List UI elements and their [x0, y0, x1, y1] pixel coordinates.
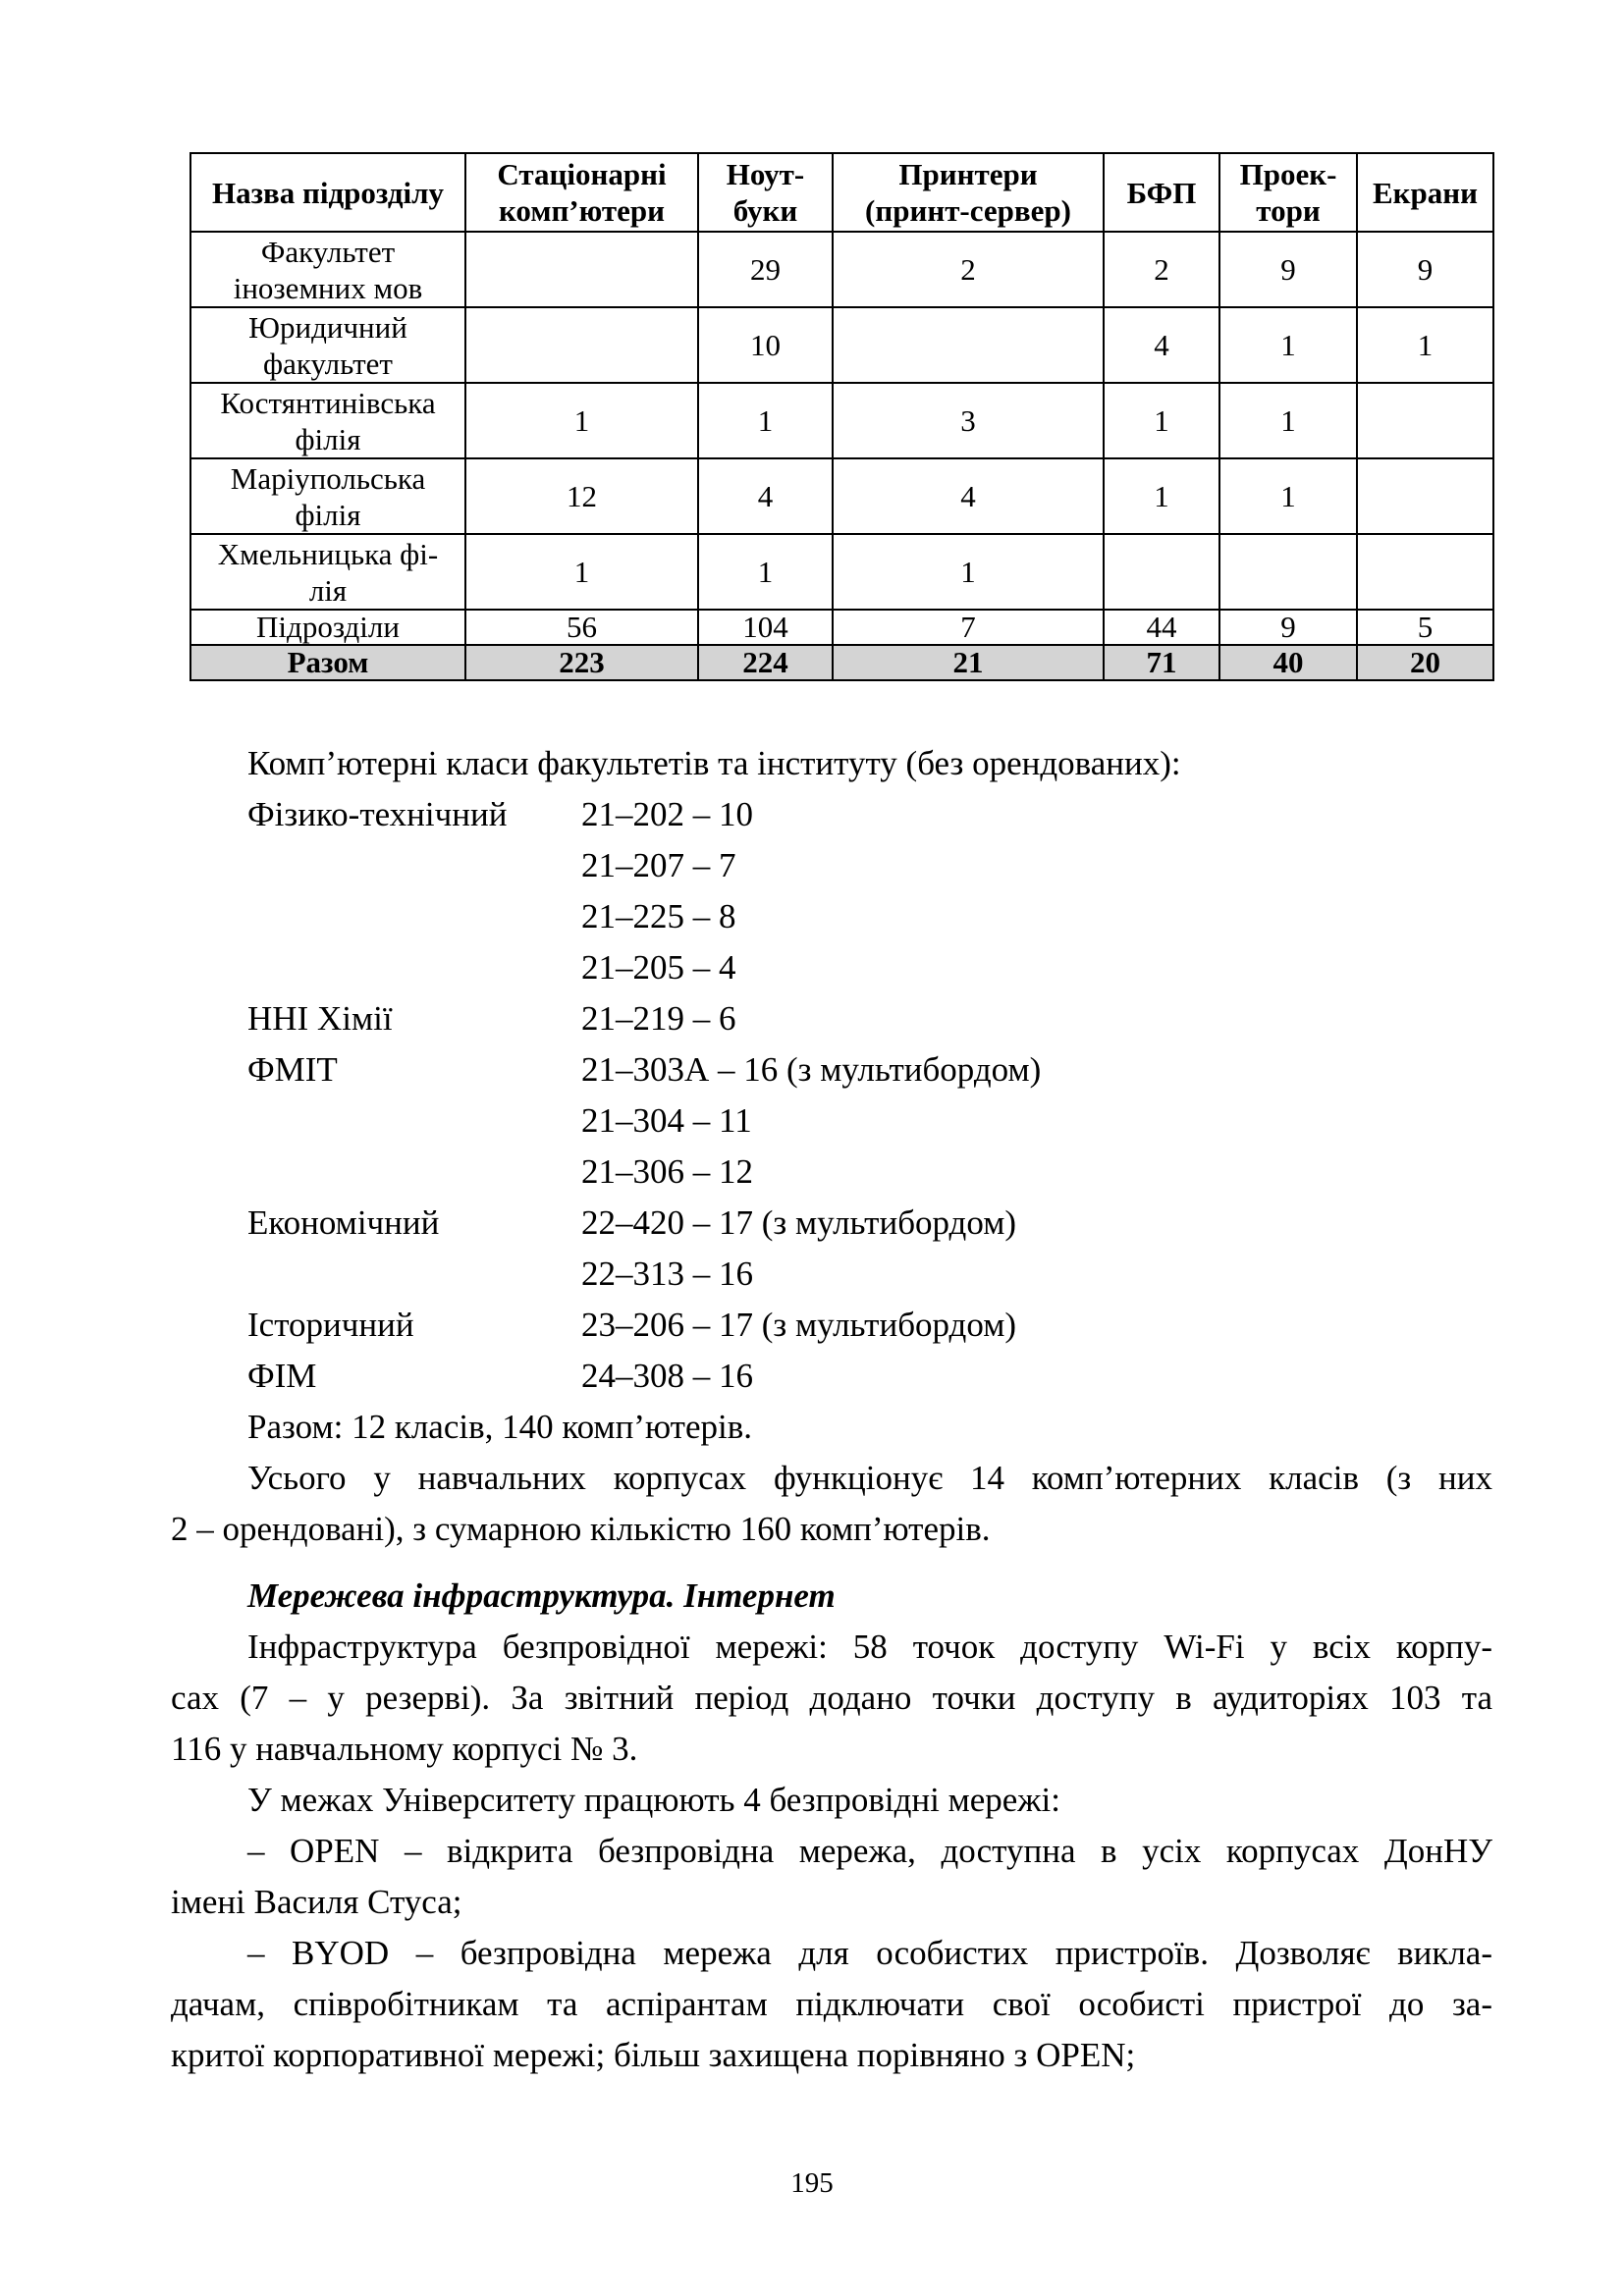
row-name: Маріупольська філія	[190, 458, 465, 534]
class-row	[171, 789, 1492, 840]
class-row	[171, 1300, 1492, 1351]
table-row	[190, 307, 1493, 383]
list-item-open-cont: імені Василя Стуса;	[171, 1883, 462, 1921]
cell-desktops: 12	[465, 458, 698, 534]
cell-mfp: 1	[1104, 383, 1219, 458]
room-entry: 21–205 – 4	[581, 948, 736, 987]
class-row	[171, 1351, 1492, 1402]
cell-laptops: 1	[698, 383, 833, 458]
class-row	[171, 1198, 1492, 1249]
row-name: Юридичний факультет	[190, 307, 465, 383]
faculty-name: ФІМ	[247, 1357, 317, 1395]
room-entry: 23–206 – 17 (з мультибордом)	[581, 1306, 1017, 1344]
row-name: Хмельницька фі- лія	[190, 534, 465, 610]
cell-screens: 1	[1357, 307, 1493, 383]
col-header-mfp: БФП	[1104, 153, 1219, 232]
table-row	[190, 383, 1493, 458]
cell-screens	[1357, 458, 1493, 534]
total-row	[190, 645, 1493, 680]
equipment-table-wrapper	[189, 152, 1492, 681]
cell-mfp: 71	[1104, 645, 1219, 680]
cell-projectors: 1	[1219, 383, 1357, 458]
cell-mfp	[1104, 534, 1219, 610]
cell-printers: 3	[833, 383, 1104, 458]
list-item-open: – OPEN – відкрита безпровідна мережа, доступна в усіх корпусах ДонНУ	[247, 1832, 1492, 1870]
class-row	[171, 1044, 1492, 1095]
cell-desktops	[465, 307, 698, 383]
class-row	[171, 1095, 1492, 1147]
cell-desktops: 1	[465, 534, 698, 610]
room-entry: 21–207 – 7	[581, 846, 736, 884]
room-entry: 21–303А – 16 (з мультибордом)	[581, 1050, 1042, 1089]
col-header-screens: Екрани	[1357, 153, 1493, 232]
row-name: Костянтинівська філія	[190, 383, 465, 458]
paragraph-line: Усього у навчальних корпусах функціонує 14 комп’ютерних класів (з них	[247, 1459, 1492, 1497]
cell-laptops: 4	[698, 458, 833, 534]
cell-desktops: 56	[465, 610, 698, 645]
table-row	[190, 534, 1493, 610]
class-row	[171, 942, 1492, 993]
body-text	[171, 738, 1492, 2081]
faculty-name: Фізико-технічний	[247, 795, 508, 833]
cell-laptops: 10	[698, 307, 833, 383]
class-row	[171, 840, 1492, 891]
cell-projectors	[1219, 534, 1357, 610]
room-entry: 21–219 – 6	[581, 999, 736, 1038]
table-header-row	[190, 153, 1493, 232]
cell-screens: 5	[1357, 610, 1493, 645]
paragraph-line: Інфраструктура безпровідної мережі: 58 точок доступу Wi-Fi у всіх корпу-	[247, 1628, 1492, 1666]
cell-laptops: 1	[698, 534, 833, 610]
classes-intro: Комп’ютерні класи факультетів та інституту (без орендованих):	[247, 744, 1181, 782]
col-header-name: Назва підрозділу	[190, 153, 465, 232]
col-header-laptops: Ноут- буки	[698, 153, 833, 232]
col-header-printers: Принтери (принт-сервер)	[833, 153, 1104, 232]
faculty-name: ФМІТ	[247, 1050, 338, 1089]
cell-projectors: 9	[1219, 232, 1357, 307]
room-entry: 22–420 – 17 (з мультибордом)	[581, 1203, 1017, 1242]
list-item-byod-cont: дачам, співробітникам та аспірантам підключати свої особисті пристрої до за-	[171, 1985, 1492, 2023]
paragraph-line: 116 у навчальному корпусі № 3.	[171, 1730, 638, 1768]
cell-printers	[833, 307, 1104, 383]
room-entry: 21–306 – 12	[581, 1152, 753, 1191]
list-item-byod-cont: критої корпоративної мережі; більш захищена порівняно з OPEN;	[171, 2036, 1136, 2074]
room-entry: 21–225 – 8	[581, 897, 736, 935]
cell-mfp: 4	[1104, 307, 1219, 383]
cell-printers: 2	[833, 232, 1104, 307]
class-row	[171, 993, 1492, 1044]
cell-laptops: 104	[698, 610, 833, 645]
equipment-table	[189, 152, 1494, 681]
page-number: 195	[790, 2167, 834, 2199]
subtotal-row	[190, 610, 1493, 645]
col-header-desktops: Стаціонарні комп’ютери	[465, 153, 698, 232]
section-heading: Мережева інфраструктура. Інтернет	[247, 1576, 836, 1615]
list-item-byod: – BYOD – безпровідна мережа для особистих пристроїв. Дозволяє викла-	[247, 1934, 1492, 1972]
cell-printers: 7	[833, 610, 1104, 645]
cell-screens: 20	[1357, 645, 1493, 680]
cell-projectors: 1	[1219, 458, 1357, 534]
cell-mfp: 1	[1104, 458, 1219, 534]
room-entry: 21–304 – 11	[581, 1101, 752, 1140]
cell-screens	[1357, 383, 1493, 458]
room-entry: 22–313 – 16	[581, 1255, 753, 1293]
cell-desktops: 223	[465, 645, 698, 680]
classes-summary: Разом: 12 класів, 140 комп’ютерів.	[247, 1408, 752, 1446]
faculty-name: Історичний	[247, 1306, 414, 1344]
paragraph-line: У межах Університету працюють 4 безпровідні мережі:	[247, 1781, 1060, 1819]
cell-screens: 9	[1357, 232, 1493, 307]
col-header-projectors: Проек- тори	[1219, 153, 1357, 232]
cell-projectors: 40	[1219, 645, 1357, 680]
row-name: Факультет іноземних мов	[190, 232, 465, 307]
paragraph-line: 2 – орендовані), з сумарною кількістю 160 комп’ютерів.	[171, 1510, 991, 1548]
cell-printers: 1	[833, 534, 1104, 610]
table-row	[190, 458, 1493, 534]
class-row	[171, 891, 1492, 942]
room-entry: 21–202 – 10	[581, 795, 753, 833]
cell-screens	[1357, 534, 1493, 610]
cell-mfp: 2	[1104, 232, 1219, 307]
class-row	[171, 1147, 1492, 1198]
room-entry: 24–308 – 16	[581, 1357, 753, 1395]
cell-printers: 4	[833, 458, 1104, 534]
row-name: Підрозділи	[190, 610, 465, 645]
cell-laptops: 29	[698, 232, 833, 307]
cell-printers: 21	[833, 645, 1104, 680]
cell-projectors: 1	[1219, 307, 1357, 383]
row-name: Разом	[190, 645, 465, 680]
cell-projectors: 9	[1219, 610, 1357, 645]
faculty-name: ННІ Хімії	[247, 999, 393, 1038]
cell-desktops: 1	[465, 383, 698, 458]
table-row	[190, 232, 1493, 307]
paragraph-line: сах (7 – у резерві). За звітний період додано точки доступу в аудиторіях 103 та	[171, 1679, 1492, 1717]
class-row	[171, 1249, 1492, 1300]
cell-laptops: 224	[698, 645, 833, 680]
faculty-name: Економічний	[247, 1203, 440, 1242]
cell-desktops	[465, 232, 698, 307]
cell-mfp: 44	[1104, 610, 1219, 645]
